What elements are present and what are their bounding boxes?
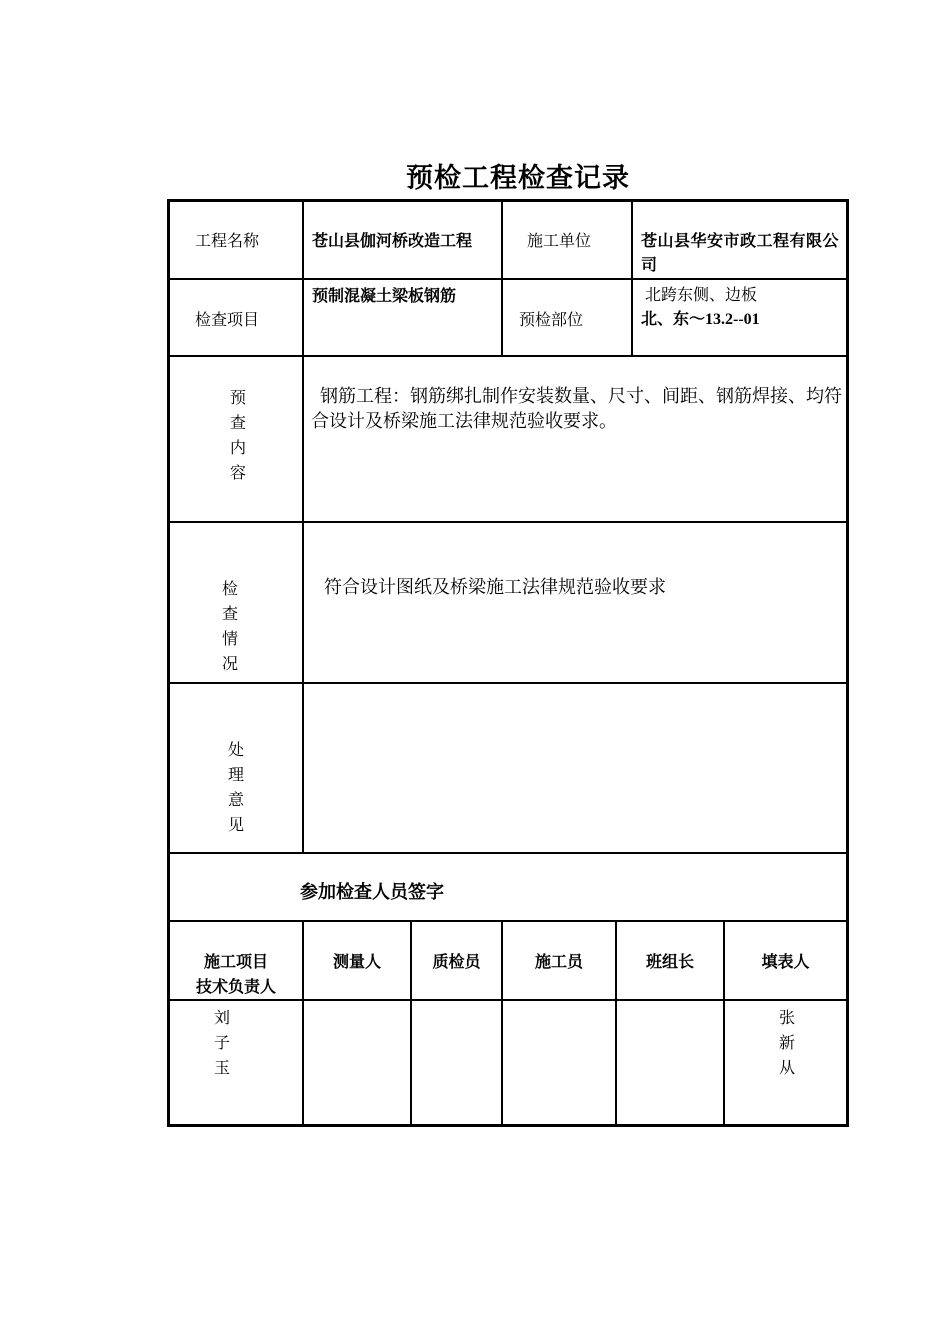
page-title: 预检工程检查记录 bbox=[406, 163, 630, 194]
col-divider bbox=[631, 202, 633, 356]
signature-title: 参加检查人员签字 bbox=[300, 882, 444, 903]
tech-lead-signature: 刘子玉 bbox=[213, 1008, 230, 1077]
row-divider bbox=[170, 521, 846, 523]
constructor-header: 施工员 bbox=[534, 952, 583, 971]
filler-header: 填表人 bbox=[761, 952, 810, 971]
inspection-item-value: 预制混凝土梁板钢筋 bbox=[312, 286, 457, 305]
content-text: 钢筋工程：钢筋绑扎制作安装数量、尺寸、间距、钢筋焊接、均符合设计及桥梁施工法律规范验收要求。 bbox=[311, 386, 842, 432]
row-divider bbox=[170, 920, 846, 922]
situation-label: 检查情况 bbox=[221, 579, 238, 673]
contractor-label: 施工单位 bbox=[527, 231, 592, 250]
row-divider bbox=[170, 682, 846, 684]
contractor-value: 苍山县华安市政工程有限公司 bbox=[641, 231, 840, 274]
project-name-value: 苍山县伽河桥改造工程 bbox=[312, 231, 473, 250]
surveyor-header: 测量人 bbox=[332, 952, 381, 971]
inspection-item-label: 检查项目 bbox=[195, 310, 260, 329]
filler-signature: 张新从 bbox=[778, 1008, 795, 1077]
col-divider bbox=[302, 202, 304, 853]
row-divider bbox=[170, 278, 846, 280]
col-divider bbox=[501, 202, 503, 356]
tech-lead-header-line2: 技术负责人 bbox=[195, 977, 276, 996]
row-divider bbox=[170, 999, 846, 1001]
foreman-header: 班组长 bbox=[645, 952, 694, 971]
content-label: 预查内容 bbox=[229, 388, 246, 482]
location-label: 预检部位 bbox=[519, 310, 584, 329]
row-divider bbox=[170, 355, 846, 357]
location-line-2: 北、东～13.2--01 bbox=[641, 311, 760, 328]
inspector-header: 质检员 bbox=[432, 952, 481, 971]
project-name-label: 工程名称 bbox=[195, 231, 260, 250]
tech-lead-header-line1: 施工项目 bbox=[203, 952, 268, 971]
situation-text: 符合设计图纸及桥梁施工法律规范验收要求 bbox=[324, 577, 666, 598]
location-line-1: 北跨东侧、边板 bbox=[645, 285, 758, 304]
inspection-table bbox=[167, 199, 849, 1127]
opinion-label: 处理意见 bbox=[227, 740, 244, 834]
row-divider bbox=[170, 852, 846, 854]
